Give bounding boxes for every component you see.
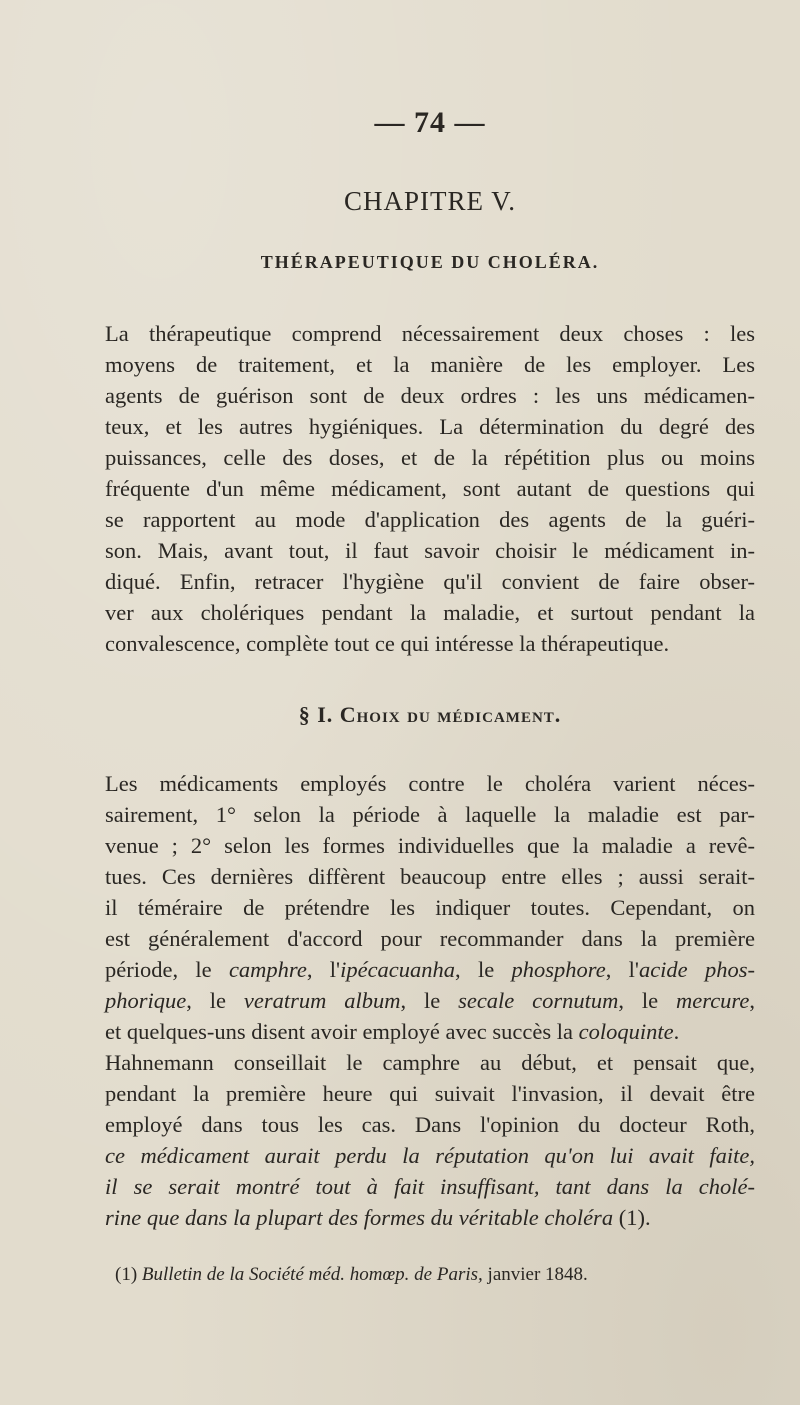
- text-line: [105, 985, 755, 1016]
- paragraph-hahnemann: [105, 1047, 755, 1233]
- footnote-source: Bulletin de la Société méd. homœp. de Paris,: [141, 1264, 483, 1285]
- text-line: Les médicaments employés contre le choléra varient néces-: [105, 771, 755, 796]
- text-run: , l': [306, 957, 341, 982]
- text-line: [105, 954, 755, 985]
- text-line: convalescence, complète tout ce qui intéresse la thérapeutique.: [105, 631, 670, 656]
- text-line: ver aux cholériques pendant la maladie, et surtout pendant la: [105, 600, 755, 625]
- text-line: se rapportent au mode d'application des agents de la guéri-: [105, 507, 755, 532]
- text-line: diqué. Enfin, retracer l'hygiène qu'il convient de faire obser-: [105, 569, 755, 594]
- text-line: est généralement d'accord pour recommander dans la première: [105, 926, 755, 951]
- text-run: .: [673, 1019, 680, 1044]
- text-run: , le: [400, 988, 459, 1013]
- text-line: sairement, 1° selon la période à laquelle la maladie est par-: [105, 802, 755, 827]
- remedy-name: coloquinte: [578, 1019, 674, 1044]
- text-line: moyens de traitement, et la manière de les employer. Les: [105, 352, 755, 377]
- text-run: , le: [618, 988, 677, 1013]
- text-line: employé dans tous les cas. Dans l'opinion du docteur Roth,: [105, 1112, 755, 1137]
- text-line: tues. Ces dernières diffèrent beaucoup entre elles ; aussi serait-: [105, 864, 755, 889]
- text-run: , le: [186, 988, 244, 1013]
- remedy-name: veratrum album: [243, 988, 401, 1013]
- text-line: son. Mais, avant tout, il faut savoir choisir le médicament in-: [105, 538, 755, 563]
- remedy-name: acide phos-: [638, 957, 755, 982]
- section-heading: [105, 702, 755, 728]
- text-run: ,: [749, 988, 755, 1013]
- text-line: teux, et les autres hygiéniques. La détermination du degré des: [105, 414, 755, 439]
- text-run: période, le: [105, 957, 229, 982]
- text-line: puissances, celle des doses, et de la répétition plus ou moins: [105, 445, 755, 470]
- text-line: pendant la première heure qui suivait l'invasion, il devait être: [105, 1081, 755, 1106]
- page-number: — 74 —: [374, 106, 486, 139]
- text-line: agents de guérison sont de deux ordres : les uns médicamen-: [105, 383, 755, 408]
- chapter-subtitle: THÉRAPEUTIQUE DU CHOLÉRA.: [260, 252, 600, 272]
- text-line: [105, 1016, 755, 1047]
- text-run: et quelques-uns disent avoir employé avec succès la: [105, 1019, 579, 1044]
- remedy-name: secale cornutum: [458, 988, 619, 1013]
- footnote-ref: (1).: [613, 1205, 651, 1230]
- remedy-name: phorique: [105, 988, 187, 1013]
- remedy-name: camphre: [228, 957, 307, 982]
- remedy-name: phosphore: [511, 957, 606, 982]
- text-line: La thérapeutique comprend nécessairement deux choses : les: [105, 321, 755, 346]
- remedy-name: mercure: [676, 988, 750, 1013]
- paragraph-medicaments: [105, 768, 755, 1047]
- text-line: [105, 1202, 755, 1233]
- footnote: [115, 1262, 755, 1288]
- text-line: il téméraire de prétendre les indiquer toutes. Cependant, on: [105, 895, 755, 920]
- section-number: § I.: [298, 702, 334, 727]
- text-line: fréquente d'un même médicament, sont autant de questions qui: [105, 476, 755, 501]
- text-run: , le: [455, 957, 512, 982]
- quoted-line: ce médicament aurait perdu la réputation qu'on lui avait faite,: [105, 1143, 755, 1168]
- remedy-name: ipécacuanha: [340, 957, 456, 982]
- text-line: venue ; 2° selon les formes individuelles que la maladie a revê-: [105, 833, 755, 858]
- footnote-date: janvier 1848.: [482, 1264, 588, 1285]
- text-line: Hahnemann conseillait le camphre au début, et pensait que,: [105, 1050, 755, 1075]
- footnote-marker: (1): [115, 1264, 142, 1285]
- chapter-title: CHAPITRE V.: [343, 186, 517, 216]
- section-title: Choix du médicament.: [339, 702, 562, 727]
- quoted-line: il se serait montré tout à fait insuffisant, tant dans la cholé-: [105, 1174, 755, 1199]
- text-run: , l': [605, 957, 639, 982]
- paragraph-intro: [105, 318, 755, 659]
- quoted-text: rine que dans la plupart des formes du véritable choléra: [105, 1205, 614, 1230]
